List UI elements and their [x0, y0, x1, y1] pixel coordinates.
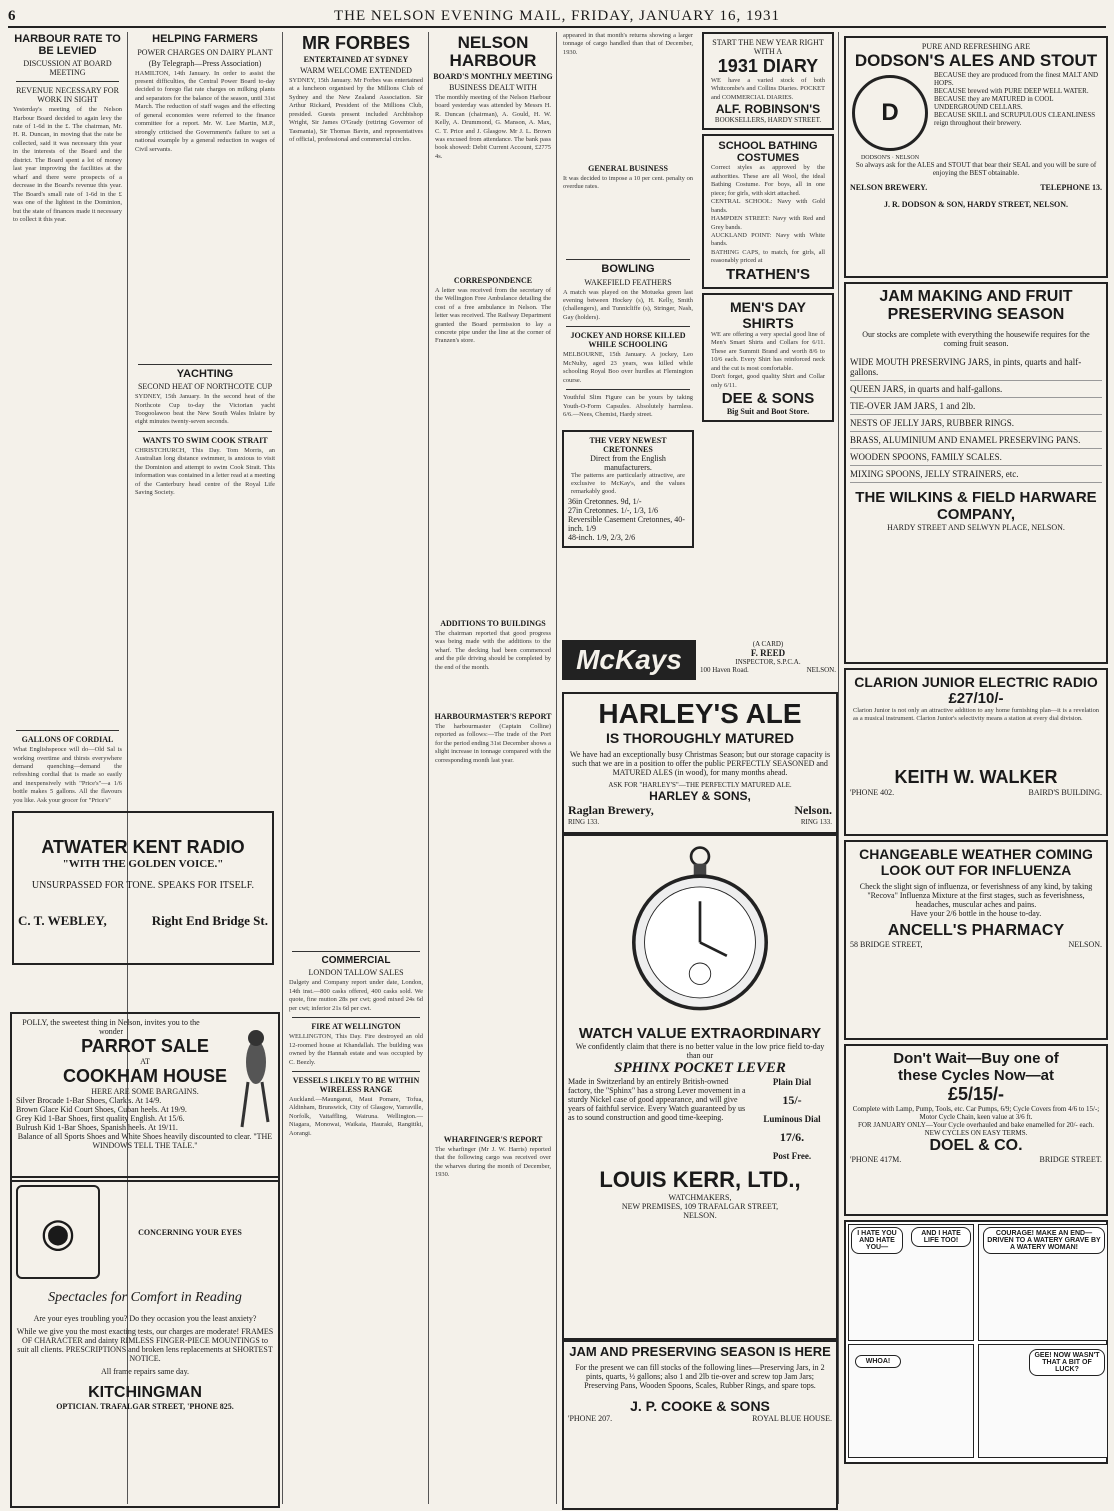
eyes-address: OPTICIAN. TRAFALGAR STREET, 'PHONE 825. — [56, 1402, 234, 1411]
slim-notice: Youthful Slim Figure can be yours by taking Youth-O-Form Capsules. Absolutely harmless. 6/6.—Nees, Chemist, Hardy street. — [563, 394, 693, 419]
clarion-address: BAIRD'S BUILDING. — [1028, 788, 1102, 797]
eyes-title: CONCERNING YOUR EYES — [138, 1227, 242, 1237]
credit: (By Telegraph—Press Association) — [148, 58, 262, 68]
jam-item: TIE-OVER JAM JARS, 1 and 2lb. — [850, 398, 1102, 415]
parrot-item: Bulrush Kid 1-Bar Shoes, Spanish heels. At 19/11. — [16, 1123, 178, 1132]
yachting-body: SYDNEY, 15th January. In the second heat of the Northcote Cup to-day the Victorian yacht Toogoolawoo beat the New South Wales Inlaire by eight minutes twenty-seven seconds. — [135, 393, 275, 426]
jam-item: NESTS OF JELLY JARS, RUBBER RINGS. — [850, 415, 1102, 432]
shirts-title: MEN'S DAY SHIRTS — [730, 298, 806, 331]
pharmacy-name: ANCELL'S PHARMACY — [887, 922, 1065, 939]
dodson-footer: J. R. DODSON & SON, HARDY STREET, NELSON. — [883, 200, 1069, 209]
comic-panel — [848, 1344, 974, 1458]
cycles-line-2: these Cycles Now—at — [898, 1067, 1054, 1084]
dodson-ask: So always ask for the ALES and STOUT that bear their SEAL and you will be sure of enjoying the BEST obtainable. — [855, 161, 1097, 177]
shirts-ad — [702, 293, 834, 422]
harley-brewery: Raglan Brewery, — [568, 803, 654, 817]
diary-line-1: START THE NEW YEAR RIGHT — [712, 38, 824, 47]
harley-name: HARLEY & SONS, — [649, 789, 751, 803]
watch-store: LOUIS KERR, LTD., — [599, 1167, 801, 1192]
atwater-ad — [12, 811, 274, 965]
watch-role: WATCHMAKERS, — [668, 1193, 732, 1202]
parrot-item: Grey Kid 1-Bar Shoes, first quality English. At 15/6. — [16, 1114, 185, 1123]
bathing-caps: BATHING CAPS, to match, for girls, all reasonably priced at — [711, 248, 825, 265]
atwater-addr: Right End Bridge St. — [151, 913, 268, 929]
additions-body: The chairman reported that good progress was being made with the additions to the wharf. The decking had been commenced and the pile driving should be completed by the end of the month. — [435, 629, 551, 671]
bathing-item: AUCKLAND POINT: Navy with White bands. — [711, 231, 825, 248]
cooke-body: For the present we can fill stocks of the following lines—Preserving Jars, in 2 pints, quarts, ½ gallons; also 1 and 2lb tie-over and screw top Jam Jars; Preserving Pans, Wooden Spoons, Scales, Rubber Rings, and spare tops. — [575, 1363, 825, 1390]
pharmacy-address: 58 BRIDGE STREET, — [850, 940, 923, 949]
influenza-ad — [844, 840, 1108, 1040]
harley-ring: RING 133. — [568, 818, 600, 826]
cretonnes-line: Reversible Casement Cretonnes, 40-inch. 1/9 — [568, 514, 685, 533]
dodson-top: PURE AND REFRESHING ARE — [921, 42, 1031, 51]
clarion-title: CLARION JUNIOR ELECTRIC RADIO — [854, 674, 1098, 690]
jam-item: WOODEN SPOONS, FAMILY SCALES. — [850, 449, 1102, 466]
harley-ring: RING 133. — [800, 818, 832, 826]
subhead-tallow: LONDON TALLOW SALES — [308, 968, 404, 978]
wharfinger-body: The wharfinger (Mr J. W. Harris) reported that the following cargo was received over the wharves during the month of December, 1930. — [435, 1145, 551, 1179]
parrot-footer: Balance of all Sports Shoes and White Shoes heavily discounted to clear. "THE WINDOWS TELL THE TALE." — [17, 1132, 273, 1150]
cycles-line-1: Don't Wait—Buy one of — [893, 1050, 1059, 1067]
atwater-title: ATWATER KENT RADIO — [41, 837, 245, 858]
fire-body: WELLINGTON, This Day. Fire destroyed an old 12-roomed house at Khandallah. The building was owned by the Hannah estate and was occupied by C. Beezly. — [289, 1033, 423, 1066]
luminous-dial-label: Luminous Dial — [763, 1114, 821, 1124]
comic-strip — [844, 1220, 1108, 1464]
parrot-title: PARROT SALE — [81, 1036, 209, 1056]
harley-ask: ASK FOR "HARLEY'S"—THE PERFECTLY MATURED ALE. — [608, 781, 792, 789]
eyes-name: KITCHINGMAN — [88, 1384, 202, 1401]
headline-general-business: GENERAL BUSINESS — [588, 164, 668, 173]
correspondence-body: A letter was received from the secretary of the Wellington Free Ambulance detailing the cost of a free ambulance in Nelson. The letter was received. The Railway Department granted the Board permission to lay a concrete pipe under the line at the corner of Franzen's store. — [435, 286, 551, 345]
headline-correspondence: CORRESPONDENCE — [453, 275, 533, 285]
speech-bubble: COURAGE! MAKE AN END—DRIVEN TO A WATERY GRAVE BY A WATERY WOMAN! — [983, 1227, 1105, 1254]
column-2 — [132, 32, 278, 792]
subhead-entertained: ENTERTAINED AT SYDNEY — [303, 54, 409, 64]
headline-yachting: YACHTING — [176, 367, 234, 380]
speech-bubble: GEE! NOW WASN'T THAT A BIT OF LUCK? — [1029, 1349, 1105, 1376]
post-free: Post Free. — [772, 1151, 812, 1161]
reed-card — [700, 640, 836, 684]
eyes-spectacles: Spectacles for Comfort in Reading — [48, 1290, 242, 1305]
cretonnes-line: 36in Cretonnes. 9d, 1/- — [568, 496, 642, 506]
harley-body: We have had an exceptionally busy Christmas Season; but our storage capacity is such that we are in a position to offer the public PERFECTLY SEASONED and MATURED ALES (in wood), for many months ahead. — [569, 750, 831, 777]
headline-mr-forbes: MR FORBES — [302, 33, 410, 53]
parrot-illustration — [234, 1022, 274, 1132]
bathing-body: Correct styles as approved by the authorities. These are all Wool, the ideal Bathing Costume. For boys, all in one piece; for girls, with skirt attached. — [711, 164, 825, 197]
reed-town: NELSON. — [806, 666, 836, 674]
watch-body: Made in Switzerland by an entirely British-owned factory, the "Sphinx" has a strong Lever movement in a sturdy Nickel case of good appearance, and will give years of faithful service. Every Watch guaranteed by us as to sound construction and good time-keeping. — [568, 1077, 746, 1122]
article-body: SYDNEY, 15th January. Mr Forbes was entertained at a luncheon organised by the Millions Club of Sydney and the New Zealand Association. Sir Arthur Rickard, President of the Millions Club, presided. Guests present included Archbishop Wright, Sir James O'Grady (retiring Governor of Tasmania), Sir Thomas Bavin, and representatives of official, professional and commercial circles. — [289, 76, 423, 144]
column-4 — [432, 32, 554, 1504]
dodson-title: DODSON'S ALES AND STOUT — [854, 51, 1098, 70]
luminous-dial-price: 17/6. — [779, 1130, 805, 1144]
speech-bubble: I HATE YOU AND HATE YOU— — [851, 1227, 903, 1254]
cycles-address: BRIDGE STREET. — [1039, 1155, 1102, 1164]
cretonnes-line: 27in Cretonnes. 1/-, 1/3, 1/6 — [568, 505, 658, 515]
headline-bowling: BOWLING — [601, 263, 655, 275]
jam-making-ad — [844, 282, 1108, 664]
diary-body: WE have a varied stock of both Whitcombe's and Collins Diaries. POCKET and COMMERCIAL DIARIES. — [711, 77, 825, 101]
cooke-title: JAM AND PRESERVING SEASON IS HERE — [569, 1344, 831, 1359]
clarion-dealer: KEITH W. WALKER — [894, 767, 1058, 787]
mckays-logo: McKays — [562, 640, 696, 680]
jam-item: QUEEN JARS, in quarts and half-gallons. — [850, 381, 1102, 398]
weather-title: CHANGEABLE WEATHER COMING — [859, 846, 1093, 862]
parrot-item: Silver Brocade 1-Bar Shoes, Clark's. At 14/9. — [16, 1096, 162, 1105]
eyes-repairs: All frame repairs same day. — [100, 1367, 190, 1376]
headline-fire: FIRE AT WELLINGTON — [311, 1022, 401, 1032]
parrot-item: Brown Glace Kid Court Shoes, Cuban heels. At 19/9. — [16, 1105, 187, 1114]
plain-dial-label: Plain Dial — [772, 1077, 812, 1087]
subhead-welcome: WARM WELCOME EXTENDED — [300, 65, 412, 75]
diary-store: ALF. ROBINSON'S — [715, 102, 821, 117]
cretonnes-sub: Direct from the English manufacturers. — [590, 453, 666, 472]
watch-ad — [562, 832, 838, 1342]
jam-intro: Our stocks are complete with everything the housewife requires for the coming fruit season. — [862, 330, 1090, 348]
cycles-offer: FOR JANUARY ONLY—Your Cycle overhauled and bake enamelled for 20/- each. NEW CYCLES ON EASY TERMS. — [857, 1121, 1095, 1137]
harley-title: HARLEY'S ALE — [598, 698, 802, 729]
column-3 — [286, 32, 426, 1504]
diary-line-3: 1931 DIARY — [717, 56, 819, 76]
headline-commercial: COMMERCIAL — [321, 954, 391, 966]
harley-subtitle: IS THOROUGHLY MATURED — [606, 730, 794, 746]
clarion-phone: 'PHONE 402. — [850, 788, 895, 797]
jam-item: WIDE MOUTH PRESERVING JARS, in pints, quarts and half-gallons. — [850, 354, 1102, 381]
eye-icon: ◉ — [16, 1185, 100, 1279]
comic-panel — [978, 1344, 1108, 1458]
headline-harbourmaster: HARBOURMASTER'S REPORT — [434, 711, 552, 721]
bowling-body: A match was played on the Motueka green last evening between Hockey (s), H. Kelly, Smith (challengers), and Tunnicliffe (s), Stringer, Nash, Gay (holders). — [563, 288, 693, 321]
bathing-ad — [702, 134, 834, 288]
subhead-board: BOARD'S MONTHLY MEETING — [433, 71, 553, 81]
headline-helping-farmers: HELPING FARMERS — [152, 33, 258, 45]
atwater-tag: "WITH THE GOLDEN VOICE." — [62, 858, 224, 871]
dodson-seal-ring: DODSON'S · NELSON — [860, 155, 920, 161]
harley-town: Nelson. — [794, 803, 832, 817]
bathing-item: CENTRAL SCHOOL: Navy with Gold bands. — [711, 198, 825, 214]
article-body: HAMILTON, 14th January. In order to assist the present difficulties, the Central Power Board to-day decided to forego flat rate charges on milking plants and separators for the balance of the season, until 31st March. The reduction of staff wages and the effecting of general economies were referred to the finance committee for a report. Mr. W. Lee Martin, M.P., strongly criticised the Government's failure to set a national example by a general reduction in wages of Civil servants. — [135, 69, 275, 153]
pharmacy-town: NELSON. — [1068, 940, 1102, 949]
atwater-line: UNSURPASSED FOR TONE. SPEAKS FOR ITSELF. — [31, 880, 255, 892]
subhead-business: BUSINESS DEALT WITH — [449, 82, 537, 92]
cooke-phone: 'PHONE 207. — [568, 1414, 613, 1423]
kitchingman-eyes-ad — [10, 1176, 280, 1508]
cretonnes-title: THE VERY NEWEST CRETONNES — [589, 435, 667, 454]
clarion-body: Clarion Junior is not only an attractive addition to any home furnishing plan—it is a revelation as a musical instrument. Clarion Junior's selectivity means a station at every dial division. — [853, 707, 1099, 723]
speech-bubble: AND I HATE LIFE TOO! — [911, 1227, 971, 1247]
watch-title: WATCH VALUE EXTRAORDINARY — [578, 1025, 822, 1042]
article-continued: appeared in that month's returns showing a larger tonnage of cargo handled than that of December, 1930. — [563, 32, 693, 56]
cooke-name: J. P. COOKE & SONS — [630, 1398, 770, 1414]
subhead-yachting: SECOND HEAT OF NORTHCOTE CUP — [137, 382, 273, 392]
diary-address: BOOKSELLERS, HARDY STREET. — [714, 116, 822, 125]
pocket-watch-icon — [615, 844, 785, 1014]
subhead-wakefield: WAKEFIELD FEATHERS — [584, 277, 672, 287]
dodson-phone: TELEPHONE 13. — [1040, 183, 1102, 192]
vessels-body: Auckland.—Maunganui, Maui Pomare, Tofua, Aldinham, Brunswick, City of Glasgow, Yarraville, Norfolk, Vaitaffling, Wairuna. Wellington.—Niagara, Monowai, Waikaia, Hauraki, Rangitiki, Aorangi. — [289, 1096, 423, 1137]
dodson-reason: BECAUSE SKILL and SCRUPULOUS CLEANLINESS reign throughout their brewery. — [934, 111, 1096, 127]
jam-company: THE WILKINS & FIELD HARWARE COMPANY, — [855, 489, 1097, 523]
article-body: The monthly meeting of the Nelson Harbour board yesterday was attended by Messrs H. R. Duncan (chairman), A. Gould, H. W. Kelly, A. Drummond, G. Manson, A. Max, C. T. Price and J. Glasgow. Mr J. L. Brown was excused from attendance. The bank pass book showed: Debit Current Account, £2775 4s. — [435, 93, 551, 160]
parrot-bargains: HERE ARE SOME BARGAINS. — [91, 1087, 199, 1096]
influenza-title: LOOK OUT FOR INFLUENZA — [880, 862, 1072, 878]
watch-address: NEW PREMISES, 109 TRAFALGAR STREET, — [621, 1202, 779, 1211]
cordial-headline: GALLONS OF CORDIAL — [21, 735, 114, 745]
parrot-sale-ad — [10, 1012, 280, 1182]
cretonnes-ad — [562, 430, 694, 548]
atwater-dealer: C. T. WEBLEY, — [18, 913, 107, 929]
jam-title: JAM MAKING AND FRUIT PRESERVING SEASON — [879, 288, 1073, 323]
reed-name: F. REED — [750, 648, 786, 658]
watch-intro: We confidently claim that there is no better value in the low price field to-day than our — [575, 1042, 825, 1060]
cooke-address: ROYAL BLUE HOUSE. — [752, 1414, 832, 1423]
diary-line-2: WITH A — [753, 47, 783, 56]
eyes-question: Are your eyes troubling you? Do they occasion you the least anxiety? — [33, 1314, 257, 1323]
dodson-seal-icon: D — [852, 75, 928, 151]
headline-wharfinger: WHARFINGER'S REPORT — [443, 1134, 543, 1144]
clarion-ad — [844, 668, 1108, 836]
headline-swim: WANTS TO SWIM COOK STRAIT — [142, 435, 268, 445]
jam-item: BRASS, ALUMINIUM AND ENAMEL PRESERVING PANS. — [850, 432, 1102, 449]
dodson-ad — [844, 36, 1108, 278]
headline-harbour-rate: HARBOUR RATE TO BE LEVIED — [14, 33, 121, 57]
diary-ad — [702, 32, 834, 130]
shirts-store: DEE & SONS — [721, 389, 815, 407]
column-5 — [560, 32, 696, 702]
eyes-body: While we give you the most exacting tests, our charges are moderate! FRAMES OF CHARACTER and dainty RIMLESS FINGER-PIECE MOUNTINGS to suit all clients. PRESCRIPTIONS and broken lens replacements at SHORTEST NOTICE. — [16, 1327, 274, 1363]
general-business-body: It was decided to impose a 10 per cent. penalty on overdue rates. — [563, 175, 693, 191]
watch-town: NELSON. — [683, 1211, 717, 1220]
plain-dial-price: 15/- — [782, 1093, 802, 1107]
jam-address: HARDY STREET AND SELWYN PLACE, NELSON. — [887, 523, 1065, 532]
cycles-body: Complete with Lamp, Pump, Tools, etc. Car Pumps, 6/9; Cycle Covers from 4/6 to 15/-; Motor Cycle Chain, keen value at 3/6 ft. — [852, 1105, 1100, 1121]
reed-address: 100 Haven Road. — [700, 666, 749, 674]
speech-bubble: WHOA! — [855, 1355, 901, 1368]
cordial-body: What Englishspeoce will do—Old Sal is working overtime and thirsts everywhere demand quenching—demand the refreshing cordial that is made so easily and inexpensively with "Price's"—a 1/6 bottle makes 5 gallons. All the flavours you like. Ask your grocer for "Price's" — [13, 746, 122, 804]
commercial-body: Dalgety and Company report under date, London, 14th inst.—800 casks offered, 400 casks sold. We quote, fine mutton 28s per cwt; good mixed 24s 6d per cwt; inferior 21s 6d per cwt. — [289, 979, 423, 1012]
cretonnes-body: The patterns are particularly attractive, are exclusive to McKay's, and the values remarkably good. — [571, 471, 685, 496]
ads-column-a — [700, 32, 836, 672]
bathing-item: HAMPDEN STREET: Navy with Red and Grey bands. — [711, 215, 825, 231]
cycles-ad — [844, 1044, 1108, 1216]
influenza-close: Have your 2/6 bottle in the house to-day. — [910, 909, 1042, 918]
subhead-discussion: DISCUSSION AT BOARD MEETING — [23, 59, 112, 78]
column-right — [842, 32, 1110, 1504]
watch-product: SPHINX POCKET LEVER — [614, 1060, 786, 1076]
swim-body: CHRISTCHURCH, This Day. Tom Morris, an Australian long distance swimmer, is anxious to visit the Dominion and attempt to swim Cook Strait. This information was contained in a letter read at a meeting of the Canterbury head centre of the Royal Life Saving Society. — [135, 446, 275, 497]
cretonnes-line: 48-inch. 1/9, 2/3, 2/6 — [568, 532, 636, 542]
parrot-house: COOKHAM HOUSE — [62, 1066, 227, 1086]
harbourmaster-body: The harbourmaster (Captain Colline) reported as follows:—The trade of the Port for the period ending 31st December shows a slight increase in tonnage compared with the corresponding month last year. — [435, 722, 551, 764]
page-number: 6 — [8, 7, 16, 24]
dodson-reason: BECAUSE they are MATURED in COOL UNDERGROUND CELLARS. — [934, 95, 1054, 111]
harleys-ale-ad — [562, 692, 838, 836]
jam-item: MIXING SPOONS, JELLY STRAINERS, etc. — [850, 466, 1102, 483]
shirts-tag: Big Suit and Boot Store. — [726, 406, 810, 416]
comic-panel — [978, 1224, 1108, 1341]
cycles-price: £5/15/- — [947, 1084, 1005, 1104]
headline-vessels: VESSELS LIKELY TO BE WITHIN WIRELESS RANGE — [292, 1076, 420, 1095]
headline-additions: ADDITIONS TO BUILDINGS — [440, 618, 546, 628]
bathing-store: TRATHEN'S — [725, 265, 811, 283]
masthead — [8, 6, 1106, 28]
reed-card-label: (A CARD) — [752, 640, 784, 648]
shirts-body: WE are offering a very special good line of Men's Smart Shirts and Collars for 6/11. These are Summit Brand and worth 8/6 to 10/6 each. Every Shirt has reinforced neck and the cut is most comfortable. — [711, 330, 825, 372]
comic-panel — [848, 1224, 974, 1341]
dodson-reason: BECAUSE brewed with PURE DEEP WELL WATER. — [934, 87, 1089, 95]
subhead-revenue: REVENUE NECESSARY FOR WORK IN SIGHT — [16, 86, 119, 105]
masthead-title: THE NELSON EVENING MAIL, FRIDAY, JANUARY 16, 1931 — [334, 7, 780, 24]
parrot-intro: POLLY, the sweetest thing in Nelson, invites you to the wonder — [22, 1018, 200, 1036]
headline-nelson-harbour: NELSON HARBOUR — [449, 33, 537, 70]
jockey-body: MELBOURNE, 15th January. A jockey, Leo McNulty, aged 23 years, was killed while schooling Royal Boo over hurdles at Flemington course. — [563, 351, 693, 384]
article-body: Yesterday's meeting of the Nelson Harbour Board decided to again levy the rate of 1-6d in the £. The chairman, Mr. H. R. Duncan, in moving that the rate be collected, said it was necessary this year in the interests of the Board and the district. The Board spent a lot of money last year improving the facilities at the wharf and there were prospects of a decrease in the Board's revenue this year. The Board's small rate of 1-6d in the £ was one of the lightest in the Dominion, but the state of finances made it necessary to collect it this year. — [13, 106, 122, 223]
headline-jockey: JOCKEY AND HORSE KILLED WHILE SCHOOLING — [570, 331, 686, 350]
dodson-reason: BECAUSE they are produced from the finest MALT AND HOPS. — [934, 71, 1099, 87]
cycles-dealer: DOEL & CO. — [929, 1137, 1023, 1154]
shirts-close: Don't forget, good quality Shirt and Collar only 6/11. — [711, 373, 825, 389]
reed-role: INSPECTOR, S.P.C.A. — [735, 658, 801, 666]
influenza-body: Check the slight sign of influenza, or feverishness of any kind, by taking "Recova" Influenza Mixture at the first stages, such as feverishness, headaches, muscular aches and pains. — [859, 882, 1093, 909]
subhead-power: POWER CHARGES ON DAIRY PLANT — [137, 47, 273, 57]
clarion-price: £27/10/- — [948, 690, 1004, 707]
dodson-brewery: NELSON BREWERY. — [850, 183, 928, 192]
cooke-jam-ad — [562, 1338, 838, 1510]
cycles-phone: 'PHONE 417M. — [850, 1155, 902, 1164]
parrot-at: AT — [140, 1057, 150, 1066]
bathing-title: SCHOOL BATHING COSTUMES — [718, 140, 818, 165]
